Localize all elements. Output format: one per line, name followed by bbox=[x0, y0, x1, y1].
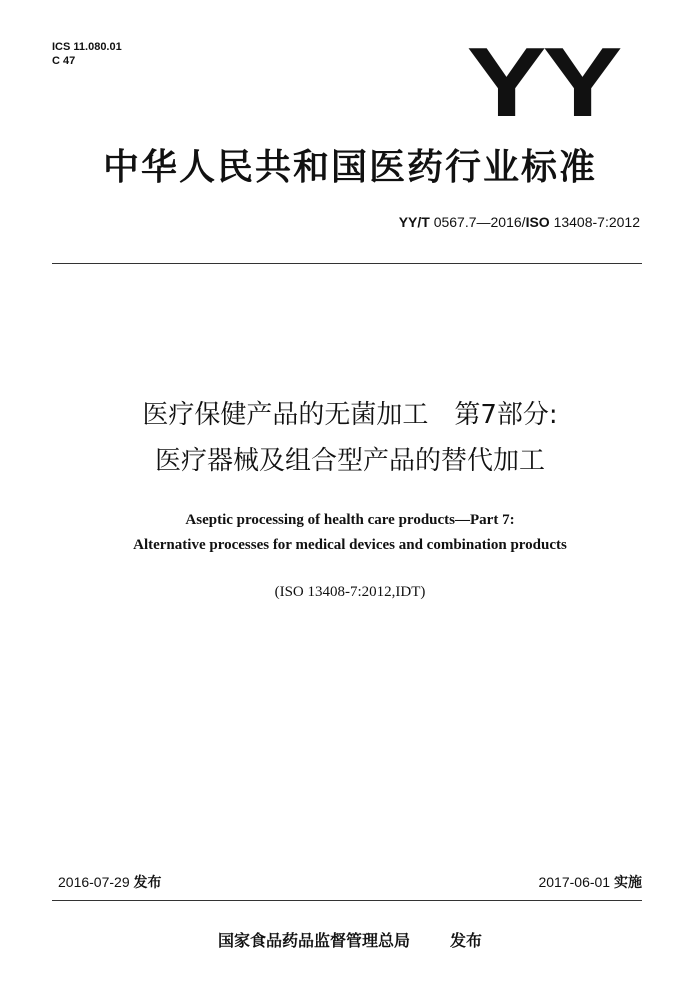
standard-number bbox=[399, 213, 640, 231]
issue-label: 发布 bbox=[133, 875, 162, 891]
publisher-action: 发布 bbox=[450, 931, 483, 950]
standard-prefix: YY/T bbox=[398, 214, 430, 230]
chinese-title-line-1: 医疗保健产品的无菌加工 第7部分: bbox=[142, 400, 558, 430]
header-divider bbox=[52, 263, 642, 264]
publisher-name: 国家食品药品监督管理总局 bbox=[217, 931, 410, 950]
ics-code: ICS 11.080.01 bbox=[52, 41, 122, 53]
implementation-date bbox=[538, 873, 642, 892]
english-title-line-2: Alternative processes for medical devices and combination products bbox=[133, 537, 567, 553]
iso-code: 13408-7:2012 bbox=[549, 214, 640, 230]
iso-reference: (ISO 13408-7:2012,IDT) bbox=[274, 584, 426, 600]
implement-label: 实施 bbox=[614, 875, 642, 891]
issue-date bbox=[58, 873, 162, 892]
chinese-title-line-2: 医疗器械及组合型产品的替代加工 bbox=[154, 446, 545, 476]
publisher bbox=[0, 931, 700, 951]
footer-divider bbox=[52, 900, 642, 901]
ccs-code: C 47 bbox=[52, 55, 76, 67]
issue-date-value: 2016-07-29 bbox=[58, 874, 130, 890]
organization-title: 中华人民共和国医药行业标准 bbox=[102, 147, 597, 188]
iso-prefix: ISO bbox=[525, 214, 550, 230]
standard-code: 0567.7—2016/ bbox=[429, 214, 526, 230]
logo-text: YY bbox=[466, 28, 619, 126]
implement-date-value: 2017-06-01 bbox=[538, 874, 611, 890]
classification-codes bbox=[52, 40, 122, 68]
yy-logo bbox=[455, 26, 630, 126]
english-title-line-1: Aseptic processing of health care products—Part 7: bbox=[185, 512, 515, 528]
